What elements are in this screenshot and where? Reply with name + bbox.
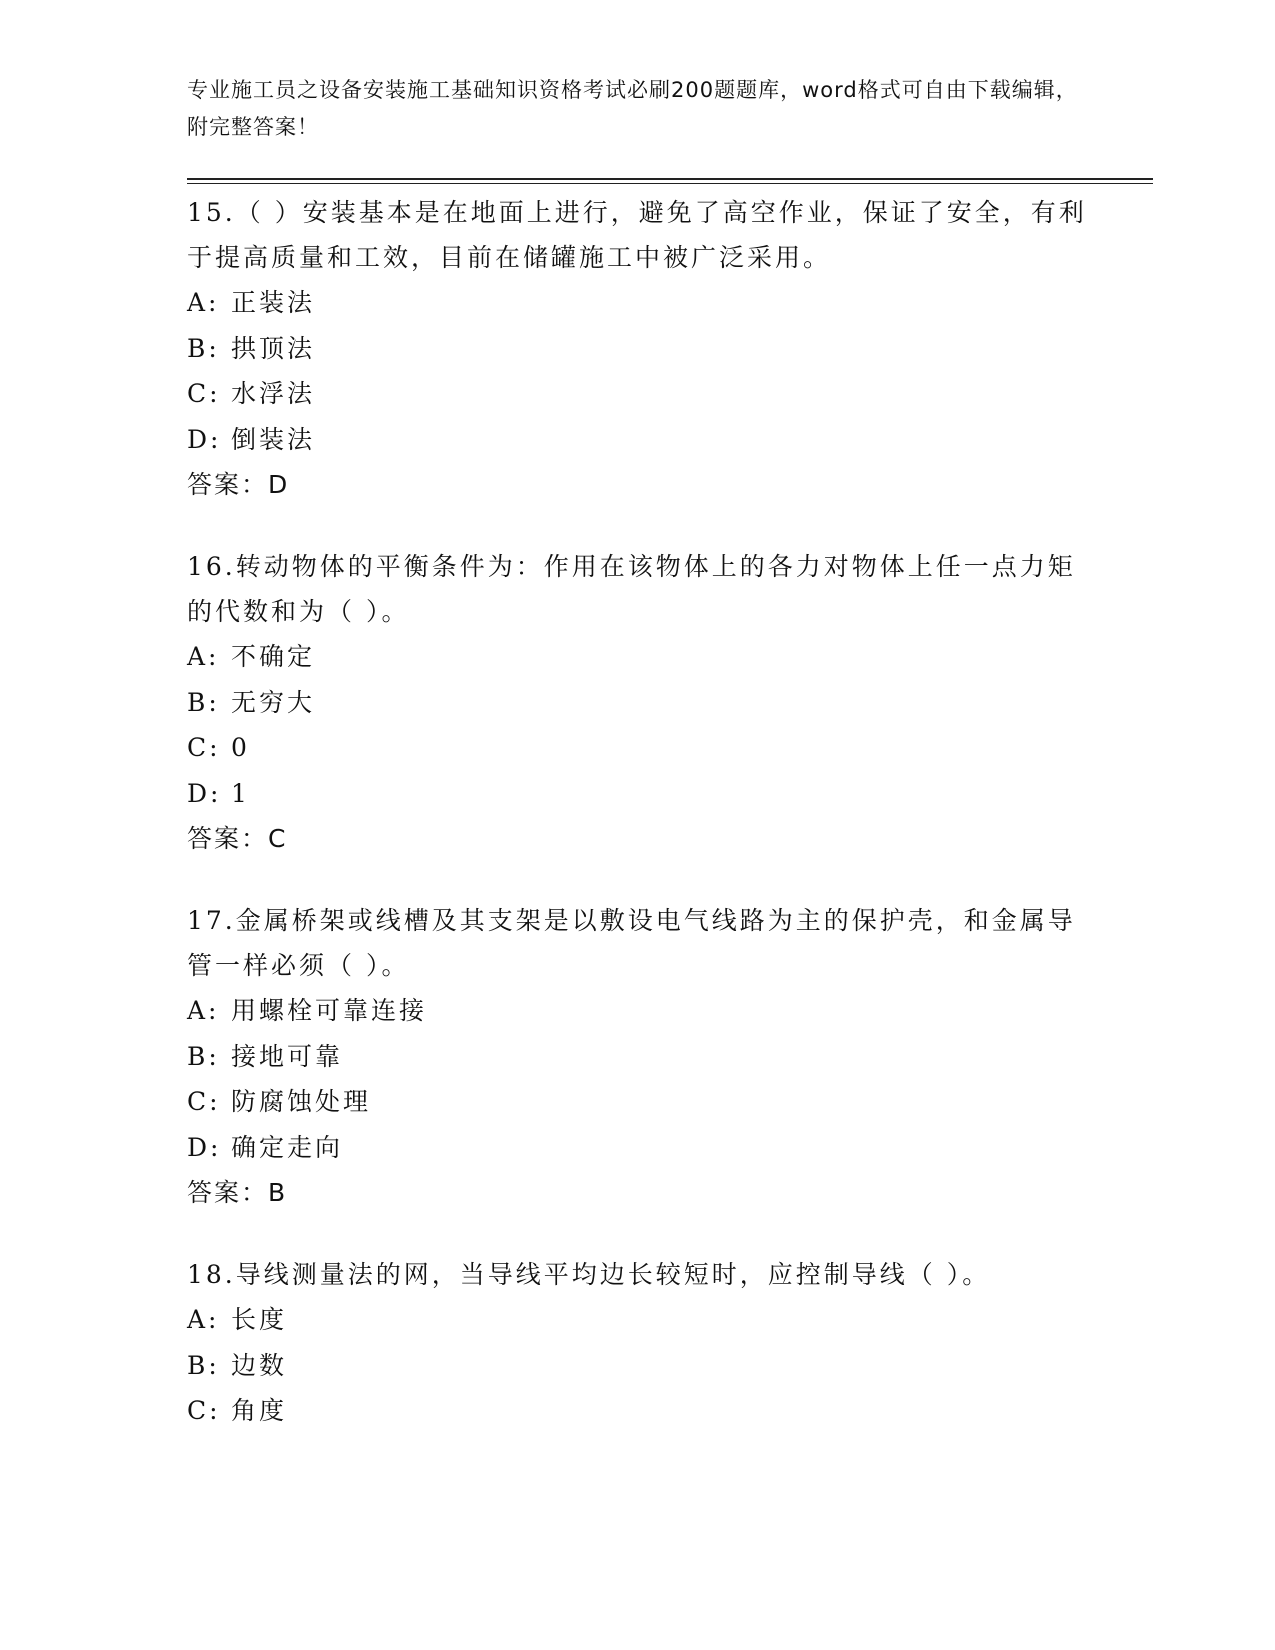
option-letter: B:	[187, 1041, 220, 1071]
question-stem: 17.金属桥架或线槽及其支架是以敷设电气线路为主的保护壳，和金属导管一样必须（ ）。	[187, 906, 1076, 980]
answer-line: 答案：D	[187, 470, 290, 499]
option-letter: B:	[187, 333, 220, 363]
option-text: 用螺栓可靠连接	[231, 996, 428, 1025]
option-c	[187, 725, 1087, 771]
question-stem: 16.转动物体的平衡条件为：作用在该物体上的各力对物体上任一点力矩的代数和为（ ）。	[187, 552, 1076, 626]
option-a	[187, 1297, 1087, 1343]
option-text: 确定走向	[231, 1132, 344, 1162]
header-text: 专业施工员之设备安装施工基础知识资格考试必刷200题题库，word格式可自由下载编辑，附完整答案！	[187, 78, 1078, 139]
answer-line: 答案：C	[187, 824, 288, 853]
option-b	[187, 1343, 1087, 1389]
option-text: 正装法	[231, 288, 316, 317]
header-divider-thick	[187, 178, 1153, 180]
option-text: 长度	[231, 1305, 288, 1334]
option-text: 角度	[231, 1396, 288, 1425]
option-letter: A:	[187, 642, 220, 671]
option-letter: B:	[187, 687, 220, 717]
option-letter: C:	[187, 1087, 221, 1116]
question-18	[187, 1252, 1087, 1434]
option-letter: D:	[187, 778, 222, 808]
question-stem: 18.导线测量法的网，当导线平均边长较短时，应控制导线（ ）。	[187, 1260, 991, 1289]
option-d	[187, 771, 1087, 817]
option-letter: C:	[187, 1396, 221, 1425]
question-17	[187, 898, 1087, 1216]
option-letter: C:	[187, 379, 221, 408]
option-d	[187, 417, 1087, 463]
option-d	[187, 1125, 1087, 1171]
option-c	[187, 1388, 1087, 1434]
option-a	[187, 988, 1087, 1034]
option-letter: A:	[187, 1305, 220, 1334]
option-text: 0	[231, 733, 250, 762]
question-16	[187, 544, 1087, 862]
option-text: 不确定	[231, 642, 316, 671]
option-text: 边数	[231, 1350, 288, 1380]
option-c	[187, 1079, 1087, 1125]
option-text: 防腐蚀处理	[231, 1087, 372, 1116]
question-stem: 15.（ ）安装基本是在地面上进行，避免了高空作业，保证了安全，有利于提高质量和工效，目前在储罐施工中被广泛采用。	[187, 198, 1087, 272]
option-text: 水浮法	[231, 379, 316, 408]
answer-line: 答案：B	[187, 1178, 288, 1207]
option-letter: A:	[187, 996, 220, 1025]
option-b	[187, 1034, 1087, 1080]
option-text: 拱顶法	[231, 333, 316, 363]
document-header	[187, 72, 1087, 146]
option-b	[187, 326, 1087, 372]
option-text: 无穷大	[231, 687, 316, 717]
option-letter: B:	[187, 1350, 220, 1380]
header-divider-thin	[187, 183, 1153, 184]
option-text: 1	[231, 778, 250, 808]
option-letter: D:	[187, 424, 222, 454]
option-letter: A:	[187, 288, 220, 317]
option-c	[187, 371, 1087, 417]
option-text: 接地可靠	[231, 1041, 344, 1071]
option-letter: D:	[187, 1132, 222, 1162]
option-letter: C:	[187, 733, 221, 762]
question-15	[187, 190, 1087, 508]
option-a	[187, 634, 1087, 680]
option-text: 倒装法	[231, 424, 316, 454]
option-a	[187, 280, 1087, 326]
question-list	[187, 190, 1087, 1470]
option-b	[187, 680, 1087, 726]
